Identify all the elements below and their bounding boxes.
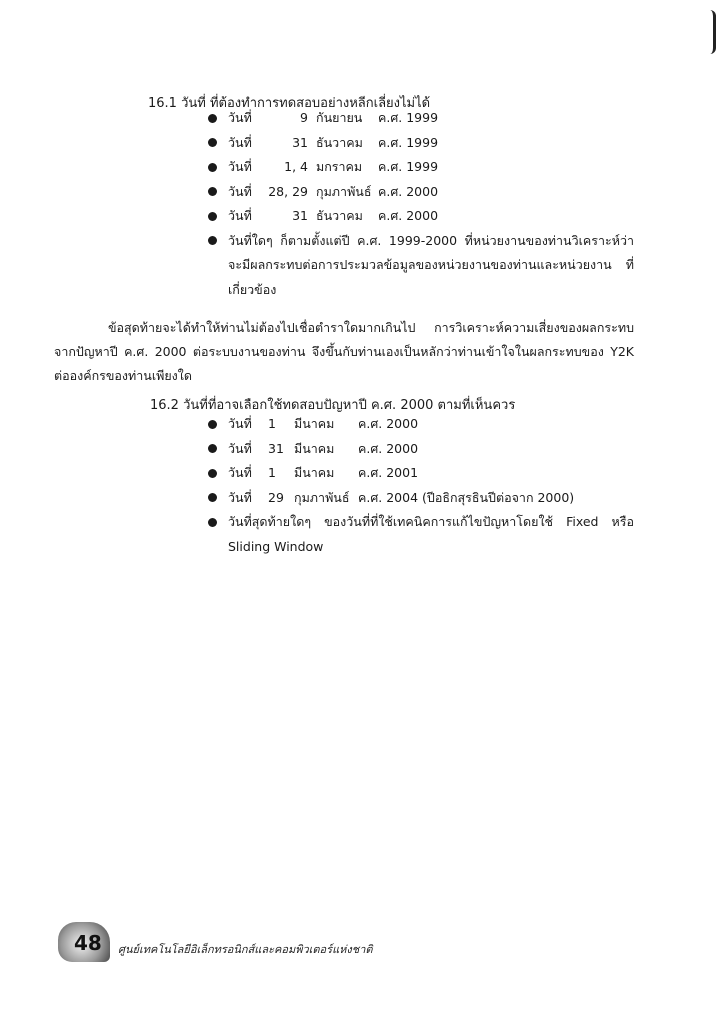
date-year: ค.ศ. 2000 xyxy=(378,208,439,223)
list-item xyxy=(228,204,634,229)
body-paragraph: ข้อสุดท้ายจะได้ทำให้ท่านไม่ต้องไปเชื่อตำราใดมากเกินไป การวิเคราะห์ความเสี่ยงของผลกระทบจากปัญหาปี ค.ศ. 2000 ต่อระบบงานของท่าน จึงขึ้นกับท่านเองเป็นหลักว่าท่านเข้าใจในผลกระทบของ Y2K ต่อองค์กรของท่านเพียงใด xyxy=(54,320,634,383)
date-month: มีนาคม xyxy=(294,465,335,480)
date-month: มีนาคม xyxy=(294,416,335,431)
list-item-last-date: วันที่สุดท้ายใดๆ ของวันที่ที่ใช้เทคนิคการแก้ไขปัญหาโดยใช้ Fixed หรือ Sliding Window xyxy=(228,510,634,559)
date-year: ค.ศ. 2000 xyxy=(378,183,439,199)
list-item xyxy=(228,437,634,462)
page-number: 48 xyxy=(74,931,102,955)
list-item xyxy=(228,412,634,437)
date-month: ธันวาคม xyxy=(316,208,363,223)
scan-edge-mark xyxy=(703,10,716,54)
date-year: ค.ศ. 1999 xyxy=(378,134,439,150)
date-day: 31 xyxy=(268,440,284,456)
date-month: มีนาคม xyxy=(294,440,335,456)
date-label: วันที่ xyxy=(228,110,252,125)
date-label: วันที่ xyxy=(228,465,252,480)
date-day: 9 xyxy=(300,110,308,125)
list-item xyxy=(228,461,634,486)
date-day: 1, 4 xyxy=(284,159,308,174)
list-item xyxy=(228,106,634,131)
date-label: วันที่ xyxy=(228,208,252,223)
date-label: วันที่ xyxy=(228,134,252,150)
date-label: วันที่ xyxy=(228,159,252,174)
page-footer xyxy=(58,922,478,962)
date-month: มกราคม xyxy=(316,159,363,174)
date-year: ค.ศ. 1999 xyxy=(378,159,439,174)
date-month: กันยายน xyxy=(316,110,363,125)
date-day: 29 xyxy=(268,489,284,505)
date-label: วันที่ xyxy=(228,440,252,456)
date-month: กุมภาพันธ์ xyxy=(294,489,350,505)
date-day: 28, 29 xyxy=(268,183,308,199)
date-label: วันที่ xyxy=(228,416,252,431)
date-year: ค.ศ. 2000 xyxy=(358,416,419,431)
date-day: 1 xyxy=(268,465,276,480)
list-item xyxy=(228,155,634,180)
date-day: 31 xyxy=(292,208,308,223)
date-label: วันที่ xyxy=(228,183,252,199)
date-day: 1 xyxy=(268,416,276,431)
date-label: วันที่ xyxy=(228,489,252,505)
date-month: ธันวาคม xyxy=(316,134,363,150)
date-year: ค.ศ. 2000 xyxy=(358,440,419,456)
section-16-2-heading: 16.2 วันที่ที่อาจเลือกใช้ทดสอบปัญหาปี ค.ศ. 2000 ตามที่เห็นควร xyxy=(150,398,516,413)
section-16-1-heading: 16.1 วันที่ ที่ต้องทำการทดสอบอย่างหลีกเลี่ยงไม่ได้ xyxy=(148,96,431,111)
list-item xyxy=(228,486,634,511)
list-item xyxy=(228,131,634,156)
date-year: ค.ศ. 2004 (ปีอธิกสุรธินปีต่อจาก 2000) xyxy=(358,489,575,505)
list-item-any-date: วันที่ใดๆ ก็ตามตั้งแต่ปี ค.ศ. 1999-2000 ที่หน่วยงานของท่านวิเคราะห์ว่า จะมีผลกระทบต่อการประมวลข้อมูลของหน่วยงานของท่านและหน่วยงาน ที่เกี่ยวข้อง xyxy=(228,229,634,303)
date-year: ค.ศ. 1999 xyxy=(378,110,439,125)
list-item xyxy=(228,180,634,205)
date-year: ค.ศ. 2001 xyxy=(358,465,419,480)
footer-organization: ศูนย์เทคโนโลยีอิเล็กทรอนิกส์และคอมพิวเตอร์แห่งชาติ xyxy=(118,943,373,956)
section-16-1-list xyxy=(228,106,634,302)
section-16-2-list xyxy=(228,412,634,559)
date-day: 31 xyxy=(292,134,308,150)
date-month: กุมภาพันธ์ xyxy=(316,183,372,199)
